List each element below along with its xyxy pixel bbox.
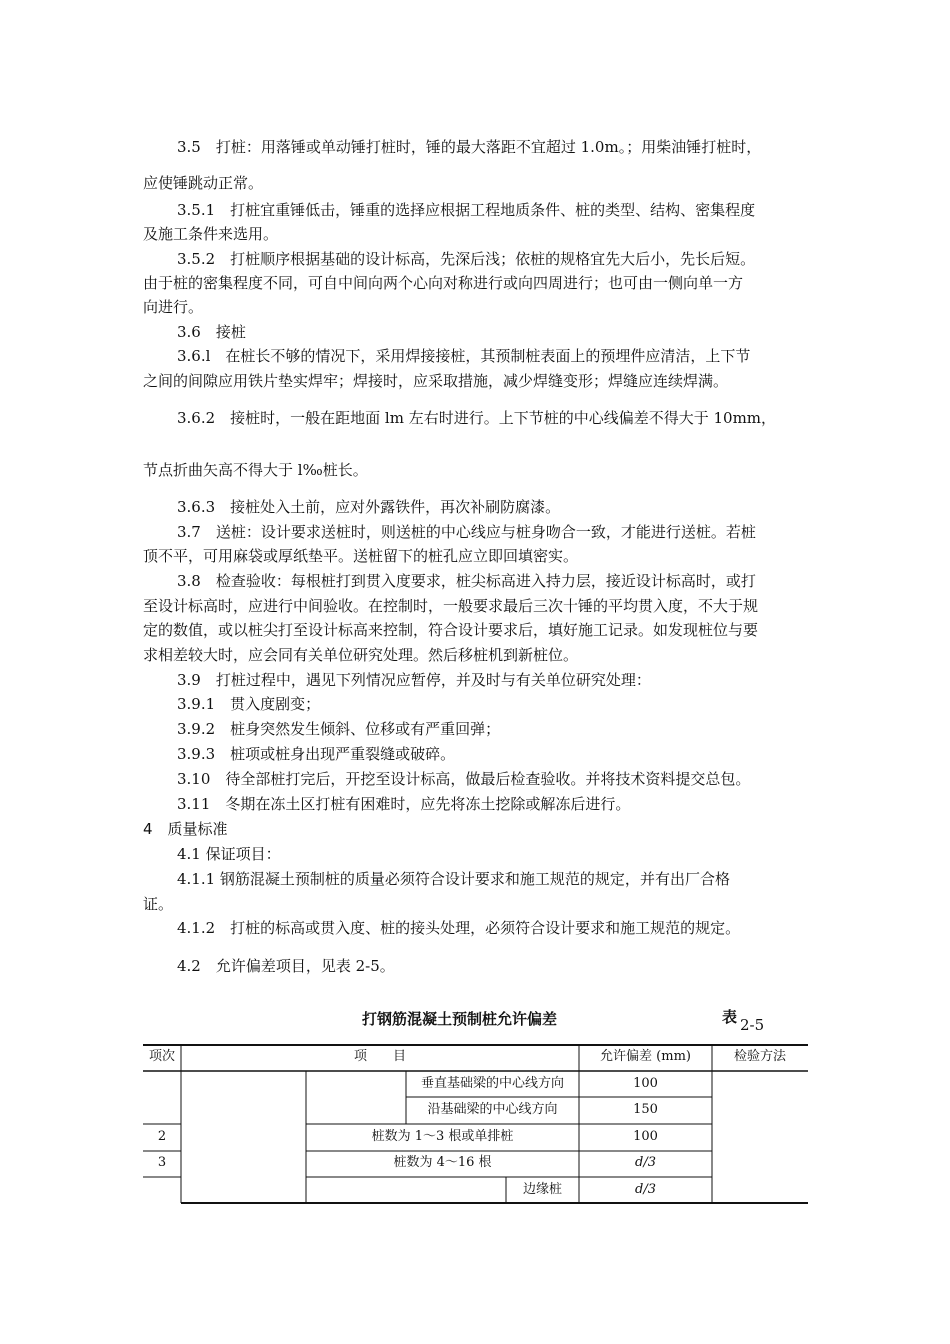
table-cell-item: 桩数为 4～16 根 [393, 1155, 492, 1170]
paragraph-line: 3.6.2 接桩时，一般在距地面 lm 左右时进行。上下节桩的中心线偏差不得大于 10mm， [177, 409, 777, 427]
paragraph-line: 4.1 保证项目： [177, 845, 281, 863]
header-tolerance: 允许偏差 (mm) [600, 1049, 691, 1064]
paragraph-line: 定的数值，或以桩尖打至设计标高来控制，符合设计要求后，填好施工记录。如发现桩位与要 [143, 621, 759, 639]
paragraph-line: 3.5 打桩：用落锤或单动锤打桩时，锤的最大落距不宜超过 1.0m。；用柴油锤打桩时， [177, 138, 762, 156]
paragraph-line: 3.6.3 接桩处入土前，应对外露铁件，再次补刷防腐漆。 [177, 498, 561, 516]
paragraph-line: 顶不平，可用麻袋或厚纸垫平。送桩留下的桩孔应立即回填密实。 [143, 547, 579, 565]
paragraph-line: 应使锤跳动正常。 [143, 174, 264, 192]
paragraph-line: 之间的间隙应用铁片垫实焊牢；焊接时，应采取措施，减少焊缝变形；焊缝应连续焊满。 [143, 372, 729, 390]
header-method: 检验方法 [733, 1049, 786, 1064]
table-cell-tolerance: 100 [633, 1129, 658, 1144]
table-cell-item: 桩数为 1～3 根或单排桩 [371, 1129, 514, 1144]
table-number: 2-5 [740, 1016, 765, 1034]
table-cell-tolerance: d/3 [635, 1182, 656, 1197]
table-cell-index: 2 [157, 1129, 167, 1144]
table-cell-index: 3 [157, 1155, 167, 1170]
paragraph-line: 3.10 待全部桩打完后，开挖至设计标高，做最后检查验收。并将技术资料提交总包。 [177, 770, 751, 788]
table-title: 打钢筋混凝土预制桩允许偏差 [362, 1010, 558, 1028]
paragraph-line: 3.11 冬期在冻土区打桩有困难时，应先将冻土挖除或解冻后进行。 [177, 795, 631, 813]
paragraph-line: 3.6 接桩 [177, 323, 246, 341]
paragraph-line: 至设计标高时，应进行中间验收。在控制时，一般要求最后三次十锤的平均贯入度，不大于规 [143, 597, 759, 615]
table-cell-tolerance: 150 [633, 1102, 658, 1117]
paragraph-line: 向进行。 [143, 298, 204, 316]
header-index: 项次 [148, 1049, 175, 1064]
paragraph-line: 节点折曲矢高不得大于 l‰桩长。 [143, 461, 368, 479]
paragraph-line: 3.9 打桩过程中，遇见下列情况应暂停，并及时与有关单位研究处理： [177, 671, 651, 689]
table-cell-item: 边缘桩 [522, 1182, 562, 1197]
paragraph-line: 由于桩的密集程度不同，可自中间向两个心向对称进行或向四周进行；也可由一侧向单一方 [143, 274, 744, 292]
paragraph-line: 3.9.2 桩身突然发生倾斜、位移或有严重回弹； [177, 720, 501, 738]
paragraph-line: 4.1.2 打桩的标高或贯入度、桩的接头处理，必须符合设计要求和施工规范的规定。 [177, 919, 741, 937]
paragraph-line: 4.1.1 钢筋混凝土预制桩的质量必须符合设计要求和施工规范的规定，并有出厂合格 [177, 870, 730, 888]
paragraph-line: 求相差较大时，应会同有关单位研究处理。然后移桩机到新桩位。 [143, 646, 579, 664]
paragraph-line: 3.6.l 在桩长不够的情况下，采用焊接接桩，其预制桩表面上的预埋件应清洁，上下节 [177, 347, 751, 365]
paragraph-line: 3.9.1 贯入度剧变； [177, 695, 321, 713]
table-cell-tolerance: 100 [633, 1076, 658, 1091]
paragraph-line: 3.5.2 打桩顺序根据基础的设计标高，先深后浅；依桩的规格宜先大后小，先长后短。 [177, 250, 756, 268]
paragraph-line: 及施工条件来选用。 [143, 225, 279, 243]
table-cell-item: 沿基础梁的中心线方向 [427, 1102, 558, 1117]
section-heading: 4 质量标准 [143, 820, 228, 838]
table-number-label: 表 [722, 1008, 738, 1026]
paragraph-line: 3.7 送桩：设计要求送桩时，则送桩的中心线应与桩身吻合一致，才能进行送桩。若桩 [177, 523, 756, 541]
header-item: 项 目 [353, 1049, 406, 1064]
paragraph-line: 4.2 允许偏差项目，见表 2-5。 [177, 957, 395, 975]
table-cell-item: 垂直基础梁的中心线方向 [420, 1076, 564, 1091]
paragraph-line: 3.8 检查验收：每根桩打到贯入度要求，桩尖标高进入持力层，接近设计标高时，或打 [177, 572, 756, 590]
paragraph-line: 证。 [143, 895, 174, 913]
paragraph-line: 3.9.3 桩项或桩身出现严重裂缝或破碎。 [177, 745, 456, 763]
paragraph-line: 3.5.1 打桩宜重锤低击，锤重的选择应根据工程地质条件、桩的类型、结构、密集程度 [177, 201, 756, 219]
table-cell-tolerance: d/3 [635, 1155, 656, 1170]
